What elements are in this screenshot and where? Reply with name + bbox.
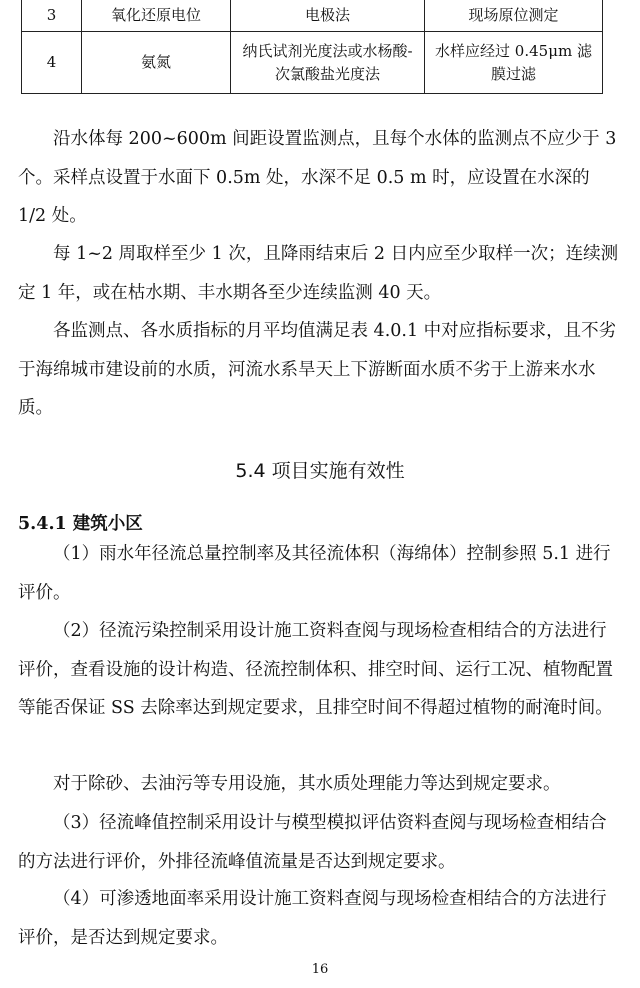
section-title: 5.4 项目实施有效性 <box>235 460 405 482</box>
table-cell-method: 电极法 <box>231 0 425 32</box>
table-cell-item: 氨氮 <box>82 32 231 94</box>
item-3-peak-flow: （3）径流峰值控制采用设计与模型模拟评估资料查阅与现场检查相结合的方法进行评价，外排径流峰值流量是否达到规定要求。 <box>18 813 607 872</box>
paragraph-water-quality-requirement: 各监测点、各水质指标的月平均值满足表 4.0.1 中对应指标要求，且不劣于海绵城市建设前的水质，河流水系旱天上下游断面水质不劣于上游来水水质。 <box>18 321 617 418</box>
table-cell-method: 纳氏试剂光度法或水杨酸-次氯酸盐光度法 <box>231 32 425 94</box>
subsection-title: 5.4.1 建筑小区 <box>18 514 143 534</box>
table-cell-note: 现场原位测定 <box>425 0 603 32</box>
table-row <box>22 0 603 32</box>
page-number: 16 <box>311 962 329 977</box>
table-row <box>22 32 603 94</box>
item-4-permeable-surface: （4）可渗透地面率采用设计施工资料查阅与现场检查相结合的方法进行评价，是否达到规定要求。 <box>18 889 607 948</box>
table-cell-note: 水样应经过 0.45μm 滤膜过滤 <box>425 32 603 94</box>
table-cell-item: 氧化还原电位 <box>82 0 231 32</box>
paragraph-monitoring-points: 沿水体每 200~600m 间距设置监测点，且每个水体的监测点不应少于 3 个。采样点设置于水面下 0.5m 处，水深不足 0.5 m 时，应设置在水深的 1/2 处。 <box>18 129 617 226</box>
item-1-runoff-volume: （1）雨水年径流总量控制率及其径流体积（海绵体）控制参照 5.1 进行评价。 <box>18 544 611 603</box>
table-cell-no: 3 <box>22 0 82 32</box>
water-quality-table <box>21 0 603 94</box>
paragraph-special-facilities: 对于除砂、去油污等专用设施，其水质处理能力等达到规定要求。 <box>53 774 561 794</box>
table-cell-no: 4 <box>22 32 82 94</box>
item-2-runoff-pollution: （2）径流污染控制采用设计施工资料查阅与现场检查相结合的方法进行评价，查看设施的设计构造、径流控制体积、排空时间、运行工况、植物配置等能否保证 SS 去除率达到规定要求，且排空时间不得超过植物的耐淹时间。 <box>18 621 613 718</box>
paragraph-sampling-frequency: 每 1~2 周取样至少 1 次，且降雨结束后 2 日内应至少取样一次；连续测定 1 年，或在枯水期、丰水期各至少连续监测 40 天。 <box>18 244 619 303</box>
